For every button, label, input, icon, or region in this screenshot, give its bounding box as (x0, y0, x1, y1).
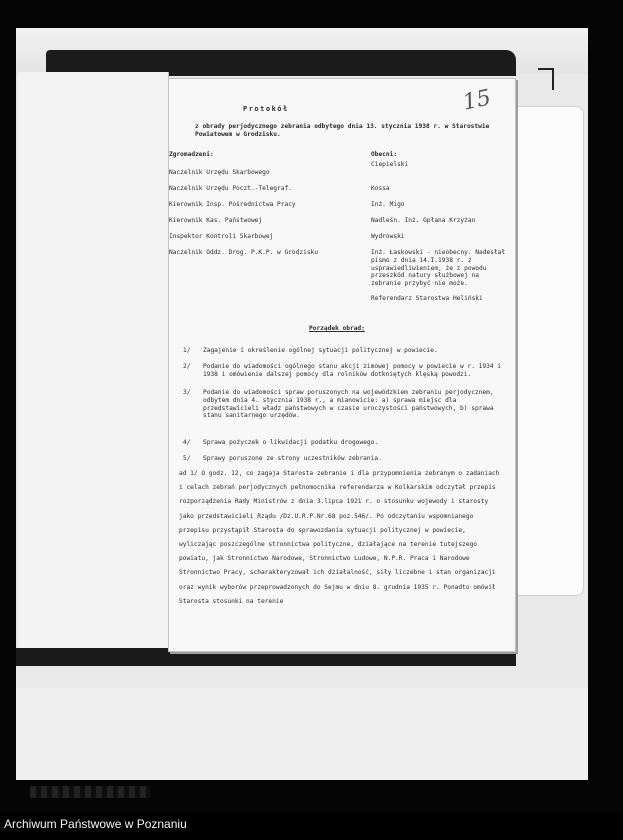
agenda-number: 4/ (183, 439, 191, 446)
obecni-item: Inż. Migo (371, 201, 405, 208)
document-page (168, 78, 516, 652)
obecni-item: Referendarz Starostwa Heliński (371, 295, 483, 302)
corner-mark (538, 68, 554, 90)
zgromadzeni-item: Kierownik Kas. Państwowej (169, 217, 263, 224)
agenda-text: Podanie do wiadomości ogólnego stanu akcji zimowej pomocy w powiecie w r. 1934 i 1938 i omówienie dalszej pomocy dla rolników dotkniętych klęską powodzi. (203, 363, 502, 378)
obecni-item: Ciepielski (371, 161, 409, 168)
zgromadzeni-item: Naczelnik Urzędu Skarbowego (169, 169, 270, 176)
agenda-text: Sprawy poruszone ze strony uczestników zebrania. (203, 455, 382, 462)
agenda-text: Podanie do wiadomości spraw poruszonych na wojewódzkiem zebraniu perjodycznem, odbytem dnia 4. stycznia 1938 r., a mianowicie: a) sprawa miejsc dla przedstawicieli władz państwowych w czasie uroczystości państwowych, b) sprawa stanu sanitarnego urzędów. (203, 389, 494, 420)
scan-frame (16, 28, 588, 780)
zgromadzeni-item: Kierownik Insp. Pośrednictwa Pracy (169, 201, 296, 208)
document-title: Protokół (243, 105, 289, 113)
minutes-body: ad 1/ O godz. 12, co zagaja Starosta zebranie i dla przypomnienia zebranym o zadaniach i celach zebrań perjodycznych pełnomocnika referendarza w Kolkarskim odczytał przepis rozporządzenia Rady Ministrów z dnia 3.lipca 1921 r. o stosunku wojewody i starosty jako przedstawicieli Rządu /Dz.U.R.P.Nr.68 poz.546/. Po odczytaniu wspomnianego przepisu przystąpił Starosta do sprawozdania sytuacji politycznej w powiecie, wyliczając poszczególne stronnictwa polityczne, działające na terenie tutejszego powiatu, jak Stronnictwo Narodowe, Stronnictwo Ludowe, N.P.R. Praca i Narodowe Stronnictwo Pracy, scharakteryzował ich działalność, siły liczebne i stan organizacji oraz wynik wyborów przeprowadzonych do Sejmu w dniu 8. grudnia 1935 r. Ponadto omówił Starosta stosunki na terenie (179, 470, 500, 605)
obecni-item: Nadleśn. Inż. Gpłana Krzyżan (371, 217, 476, 224)
right-paper-slip (514, 106, 584, 596)
document-subtitle: z obrady perjodycznego zebrania odbytego dnia 13. stycznia 1938 r. w Starostwie Powiatowem w Grodzisku. (195, 123, 490, 138)
agenda-number: 2/ (183, 363, 191, 370)
agenda-number: 3/ (183, 389, 191, 396)
film-edge-marks (30, 786, 150, 798)
obecni-item: Kossa (371, 185, 390, 192)
archive-label: Archiwum Państwowe w Poznaniu (4, 817, 187, 831)
zgromadzeni-item: Inspektor Kontroli Skarbowej (169, 233, 274, 240)
lower-sheet (16, 688, 588, 780)
zgromadzeni-header: Zgromadzeni: (169, 151, 214, 158)
agenda-number: 5/ (183, 455, 191, 462)
left-page (18, 72, 169, 650)
zgromadzeni-item: Naczelnik Urzędu Poczt.-Telegraf. (169, 185, 292, 192)
obecni-item: Wydrowski (371, 233, 405, 240)
page-number: 15 (460, 85, 494, 116)
agenda-text: Zagajenie i określenie ogólnej sytuacji politycznej w powiecie. (203, 347, 438, 354)
obecni-item: Inż. Łaskowski - nieobecny. Nadesłał pismo z dnia 14.I.1938 r. z usprawiedliwieniem, że z powodu przeszkód natury służbowej na zebranie przybyć nie może. (371, 249, 506, 287)
obecni-header: Obecni: (371, 151, 398, 158)
agenda-text: Sprawa pożyczek o likwidacji podatku drogowego. (203, 439, 379, 446)
agenda-title: Porządek obrad: (309, 325, 365, 332)
zgromadzeni-item: Naczelnik Oddz. Drog. P.K.P. w Grodzisku (169, 249, 319, 256)
agenda-number: 1/ (183, 347, 191, 354)
